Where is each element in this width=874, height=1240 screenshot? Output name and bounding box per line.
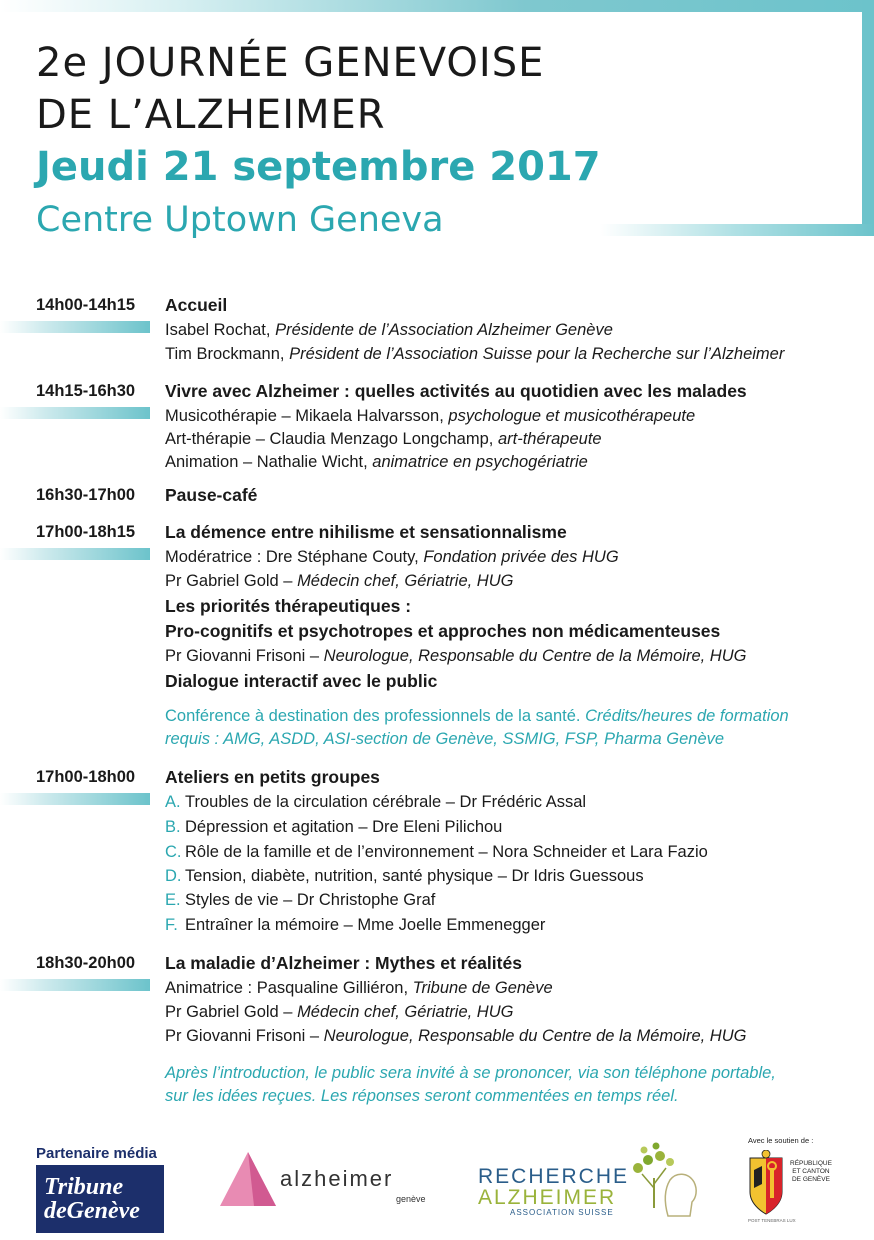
speaker-role: Neurologue, Responsable du Centre de la Mémoire, HUG xyxy=(323,647,747,665)
speaker-line xyxy=(165,572,513,591)
event-date: Jeudi 21 septembre 2017 xyxy=(36,144,601,190)
workshop-text: Dépression et agitation – Dre Eleni Pilichou xyxy=(185,818,503,836)
ge-line: DE GENÈVE xyxy=(791,1176,830,1183)
media-partner-logo xyxy=(36,1145,164,1233)
workshop-letter: A. xyxy=(165,793,181,811)
speaker-line xyxy=(165,647,746,666)
workshop-text: Entraîner la mémoire – Mme Joelle Emmenegger xyxy=(185,916,546,934)
accreditation-note xyxy=(165,707,789,726)
header-frame-right xyxy=(862,0,874,236)
speaker-name: Pr Giovanni Frisoni – xyxy=(165,647,324,665)
session-title: Accueil xyxy=(165,295,228,315)
note-text: sur les idées reçues. Les réponses seront commentées en temps réel. xyxy=(165,1087,679,1105)
speaker-name: Musicothérapie – Mikaela Halvarsson, xyxy=(165,407,449,425)
speaker-role: animatrice en psychogériatrie xyxy=(372,453,588,471)
session-title: La démence entre nihilisme et sensationnalisme xyxy=(165,522,567,542)
workshop-letter: C. xyxy=(165,843,182,861)
speaker-line xyxy=(165,345,784,364)
speaker-name: Isabel Rochat, xyxy=(165,321,276,339)
workshop-text: Styles de vie – Dr Christophe Graf xyxy=(185,891,436,909)
accreditation-note xyxy=(165,730,724,749)
session-note xyxy=(165,1064,776,1083)
speaker-role: Tribune de Genève xyxy=(412,979,553,997)
workshop-item xyxy=(165,793,586,812)
speaker-line xyxy=(165,1003,513,1022)
speaker-name: Pr Giovanni Frisoni – xyxy=(165,1027,324,1045)
tribune-de-geneve-logo xyxy=(36,1165,164,1233)
alzheimer-wordmark: alzheimer xyxy=(280,1166,394,1191)
ge-motto: POST TENEBRAS LUX xyxy=(748,1218,796,1223)
tdg-line1: Tribune xyxy=(44,1174,124,1200)
canton-geneve-logo xyxy=(742,1136,852,1226)
workshop-letter: D. xyxy=(165,867,182,885)
speaker-role: art-thérapeute xyxy=(497,430,602,448)
header-frame-bottom xyxy=(600,224,874,236)
session-time: 14h15-16h30 xyxy=(36,382,136,400)
speaker-name: Animation – Nathalie Wicht, xyxy=(165,453,373,471)
speaker-line xyxy=(165,430,602,449)
session-subtitle: Les priorités thérapeutiques : xyxy=(165,596,412,616)
session-title: La maladie d’Alzheimer : Mythes et réalités xyxy=(165,953,522,973)
workshop-item xyxy=(165,818,502,837)
speaker-name: Modératrice : Dre Stéphane Couty, xyxy=(165,548,424,566)
speaker-line xyxy=(165,548,619,567)
session-time: 14h00-14h15 xyxy=(36,296,136,314)
speaker-role: Neurologue, Responsable du Centre de la Mémoire, HUG xyxy=(323,1027,747,1045)
time-bar xyxy=(0,321,150,333)
event-title-line2: DE L’ALZHEIMER xyxy=(36,92,386,138)
speaker-role: Présidente de l’Association Alzheimer Genève xyxy=(275,321,613,339)
speaker-role: Fondation privée des HUG xyxy=(423,548,619,566)
speaker-line xyxy=(165,453,588,472)
workshop-item xyxy=(165,916,545,935)
association-suisse-label: ASSOCIATION SUISSE xyxy=(510,1208,614,1217)
session-time: 16h30-17h00 xyxy=(36,486,136,504)
note-text: Crédits/heures de formation xyxy=(585,707,789,725)
speaker-name: Art-thérapie – Claudia Menzago Longchamp, xyxy=(165,430,498,448)
tree-head-icon xyxy=(624,1138,704,1218)
speaker-line xyxy=(165,979,553,998)
tdg-line2: deGenève xyxy=(44,1198,140,1224)
workshop-text: Troubles de la circulation cérébrale – Dr Frédéric Assal xyxy=(185,793,587,811)
session-note xyxy=(165,1087,679,1106)
alzheimer-wordmark: ALZHEIMER xyxy=(478,1186,617,1209)
speaker-line xyxy=(165,1027,746,1046)
time-bar xyxy=(0,979,150,991)
speaker-role: psychologue et musicothérapeute xyxy=(448,407,696,425)
session-time: 17h00-18h15 xyxy=(36,523,136,541)
speaker-name: Pr Gabriel Gold – xyxy=(165,572,298,590)
session-time: 17h00-18h00 xyxy=(36,768,136,786)
workshop-text: Tension, diabète, nutrition, santé physique – Dr Idris Guessous xyxy=(185,867,644,885)
ge-line: RÉPUBLIQUE xyxy=(790,1160,832,1167)
workshop-item xyxy=(165,843,708,862)
event-title-line1: 2e JOURNÉE GENEVOISE xyxy=(36,40,545,86)
workshop-letter: F. xyxy=(165,916,178,934)
workshop-letter: B. xyxy=(165,818,181,836)
session-subtitle: Pro-cognitifs et psychotropes et approches non médicamenteuses xyxy=(165,621,721,641)
alzheimer-geneve-logo xyxy=(218,1150,438,1210)
workshop-letter: E. xyxy=(165,891,181,909)
speaker-name: Pr Gabriel Gold – xyxy=(165,1003,298,1021)
recherche-alzheimer-logo xyxy=(474,1138,704,1223)
note-text: Après l’introduction, le public sera invité à se prononcer, via son téléphone portable, xyxy=(165,1064,776,1082)
triangle-logo-icon xyxy=(218,1150,278,1210)
speaker-role: Médecin chef, Gériatrie, HUG xyxy=(297,1003,514,1021)
time-bar xyxy=(0,407,150,419)
workshop-item xyxy=(165,867,644,886)
note-text: Conférence à destination des professionnels de la santé. xyxy=(165,707,586,725)
session-title: Pause-café xyxy=(165,485,258,505)
ge-line: ET CANTON xyxy=(792,1168,830,1175)
alzheimer-sub: genève xyxy=(396,1194,426,1204)
workshop-item xyxy=(165,891,435,910)
speaker-line xyxy=(165,321,613,340)
speaker-name: Animatrice : Pasqualine Gilliéron, xyxy=(165,979,413,997)
session-subtitle: Dialogue interactif avec le public xyxy=(165,671,438,691)
time-bar xyxy=(0,793,150,805)
time-bar xyxy=(0,548,150,560)
note-text: requis : AMG, ASDD, ASI-section de Genève, SSMIG, FSP, Pharma Genève xyxy=(165,730,725,748)
speaker-name: Tim Brockmann, xyxy=(165,345,290,363)
media-partner-label: Partenaire média xyxy=(36,1145,157,1162)
support-label: Avec le soutien de : xyxy=(748,1136,814,1145)
session-title: Vivre avec Alzheimer : quelles activités au quotidien avec les malades xyxy=(165,381,747,401)
recherche-wordmark: RECHERCHE xyxy=(478,1165,630,1188)
session-time: 18h30-20h00 xyxy=(36,954,136,972)
session-title: Ateliers en petits groupes xyxy=(165,767,380,787)
event-venue: Centre Uptown Geneva xyxy=(36,200,444,240)
header-frame-top xyxy=(0,0,874,12)
speaker-role: Président de l’Association Suisse pour la Recherche sur l’Alzheimer xyxy=(289,345,785,363)
workshop-text: Rôle de la famille et de l’environnement – Nora Schneider et Lara Fazio xyxy=(185,843,708,861)
geneva-coat-of-arms-icon xyxy=(746,1150,786,1216)
speaker-role: Médecin chef, Gériatrie, HUG xyxy=(297,572,514,590)
speaker-line xyxy=(165,407,695,426)
republique-text xyxy=(790,1160,832,1184)
